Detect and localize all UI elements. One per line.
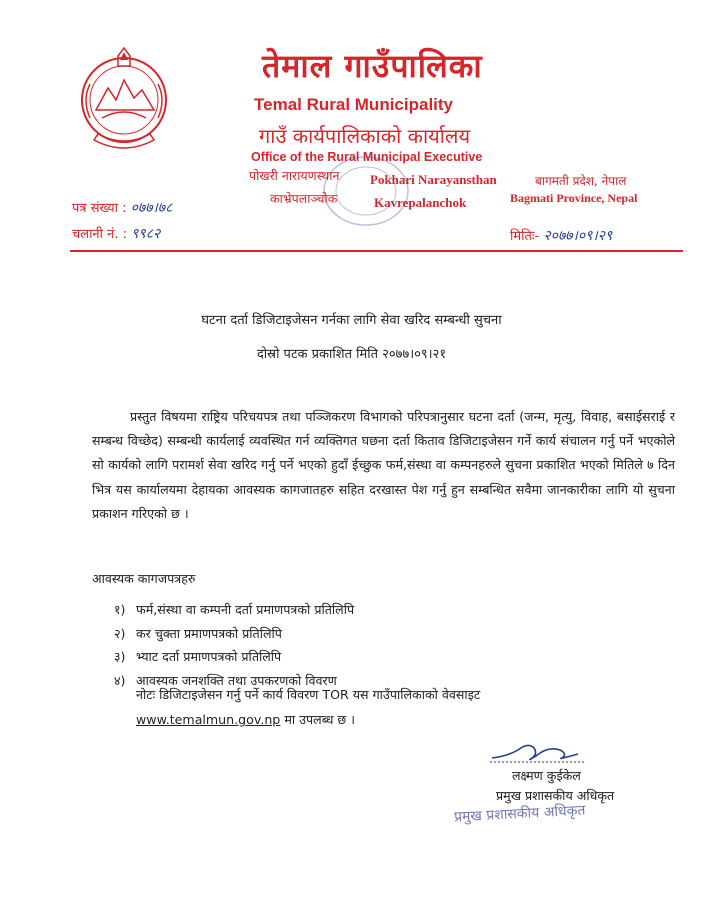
municipality-name-en: Temal Rural Municipality: [254, 95, 454, 114]
notice-subtitle: दोस्रो पटक प्रकाशित मिति २०७७।०९।२१: [256, 347, 447, 362]
letter-number-value: ०७७।७८: [130, 200, 173, 216]
signatory-title: प्रमुख प्रशासकीय अधिकृत: [496, 788, 615, 803]
office-name-np: गाउँ कार्यपालिकाको कार्यालय: [259, 124, 471, 148]
documents-list: [114, 598, 354, 692]
address-np: पोखरी नारायणस्थान: [249, 168, 340, 183]
signature-icon: [488, 728, 588, 768]
district-en: Kavrepalanchok: [374, 195, 467, 210]
province-np: बागमती प्रदेश, नेपाल: [535, 174, 627, 188]
signatory-stamp: प्रमुख प्रशासकीय अधिकृत: [453, 802, 586, 826]
address-en: Pokhari Narayansthan: [370, 172, 497, 187]
office-name-en: Office of the Rural Municipal Executive: [251, 150, 483, 164]
letterhead-divider: [70, 250, 683, 252]
letter-date-value: २०७७।०९।२९: [543, 228, 613, 244]
list-item: २) कर चुक्ता प्रमाणपत्रको प्रतिलिपि: [114, 625, 282, 641]
district-np: काभ्रेपलाञ्चोक: [270, 191, 338, 206]
letter-number-label: पत्र संख्या :: [72, 201, 127, 216]
letter-number: [72, 198, 172, 217]
dispatch-number: [72, 224, 160, 243]
website-line: [136, 711, 355, 728]
nepal-emblem-icon: [72, 44, 176, 162]
dispatch-number-value: ९९८२: [131, 226, 161, 242]
notice-body-text: प्रस्तुत विषयमा राष्ट्रिय परिचयपत्र तथा पञ्जिकरण विभागको परिपत्रानुसार घटना दर्ता (जन्म, मृत्यु, विवाह, बसाईसराई र सम्बन्ध विच्छेद) सम्बन्धी कार्यलाई व्यवस्थित गर्न व्यक्तिगत घछना दर्ता किताव डिजिटाइजेसन गर्ने कार्य संचालन गर्नु पर्ने भएकोले सो कार्यको लागि परामर्श सेवा खरिद गर्नु पर्ने भएको हुदाँ ईच्छुक फर्म,संस्था वा कम्पनहरुले सुचना प्रकाशित भएको मितिले ७ दिन भित्र यस कार्यालयमा देहायका आवस्यक कागजातहरु सहित दरखास्त पेश गर्नु हुन सम्बन्धित सवैमा जानकारीका लागि यो सुचना प्रकाशन गरिएको छ ।: [92, 409, 675, 521]
list-item: ३) भ्याट दर्ता प्रमाणपत्रको प्रतिलिपि: [114, 649, 282, 664]
signatory-name: लक्ष्मण कुईकेल: [512, 768, 581, 783]
documents-heading: आवस्यक कागजपत्रहरु: [92, 571, 196, 586]
letter-date-label: मितिः-: [510, 229, 540, 244]
list-item: १) फर्म,संस्था वा कम्पनी दर्ता प्रमाणपत्रको प्रतिलिपि: [114, 602, 355, 617]
tor-note: नोटः डिजिटाइजेसन गर्नु पर्ने कार्य विवरण TOR यस गाउँपालिकाको वेवसाइट: [136, 687, 481, 702]
website-suffix: मा उपलब्ध छ ।: [280, 712, 356, 727]
office-stamp-icon: [320, 152, 412, 230]
notice-title: घटना दर्ता डिजिटाइजेसन गर्नका लागि सेवा खरिद सम्बन्धी सुचना: [201, 313, 502, 328]
website-link[interactable]: www.temalmun.gov.np: [136, 712, 281, 727]
province-en: Bagmati Province, Nepal: [510, 191, 638, 205]
dispatch-number-label: चलानी नं. :: [72, 227, 128, 242]
letter-date: [510, 226, 612, 245]
notice-body: [92, 405, 675, 526]
municipality-name-np: तेमाल गाउँपालिका: [262, 47, 483, 85]
list-item: ४) आवस्यक जनशक्ति तथा उपकरणको विवरण: [114, 672, 337, 688]
